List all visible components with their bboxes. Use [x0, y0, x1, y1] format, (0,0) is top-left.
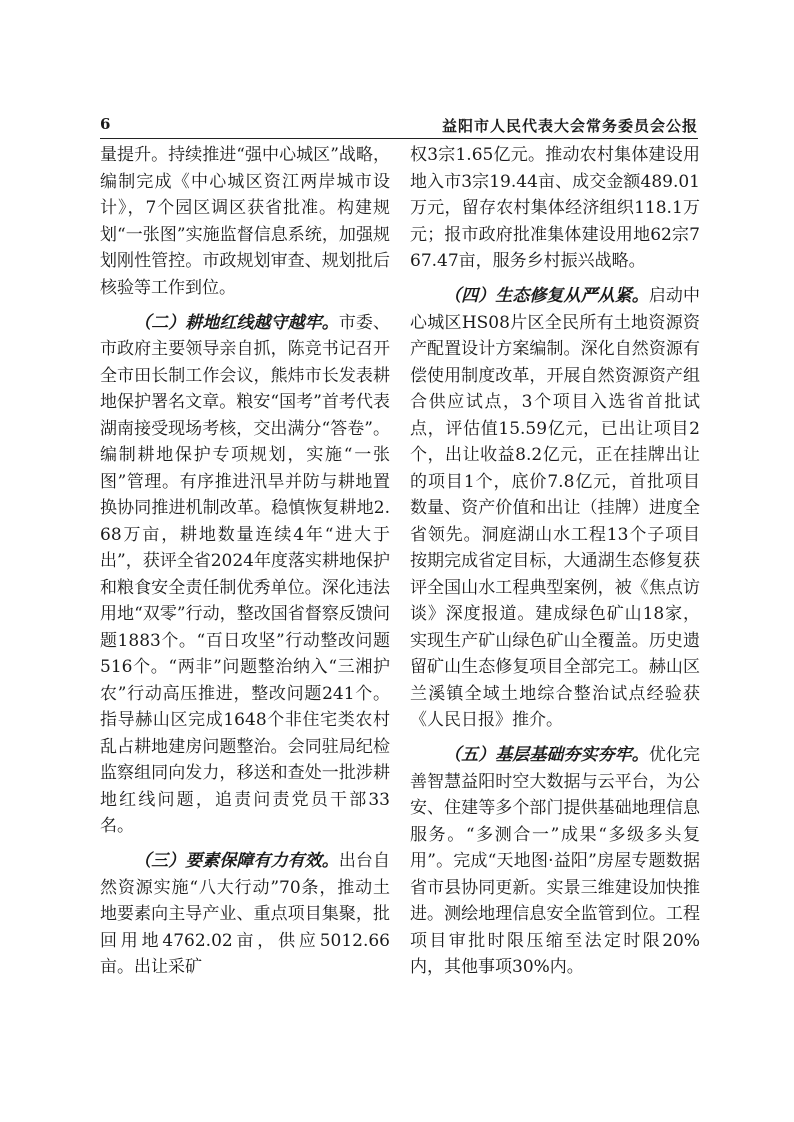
- paragraph-ecological-restoration: [410, 283, 700, 734]
- section-heading-grassroots: （五）基层基础夯实夯牢。: [444, 745, 649, 765]
- paragraph-farmland-protection: [100, 310, 390, 840]
- right-column: [410, 142, 700, 981]
- header-divider: [100, 138, 698, 139]
- left-column: [100, 142, 390, 981]
- paragraph-body: 启动中心城区HS08片区全民所有土地资源资产配置设计方案编制。深化自然资源有偿使用制度改革，开展自然资源资产组合供应试点，3个项目入选省首批试点，评估值15.59亿元，已出让项目2个，出让收益8.2亿元，正在挂牌出让的项目1个，底价7.8亿元，首批项目数量、资产价值和出让（挂牌）进度全省领先。洞庭湖山水工程13个子项目按期完成省定目标，大通湖生态修复获评全国山水工程典型案例，被《焦点访谈》深度报道。建成绿色矿山18家，实现生产矿山绿色矿山全覆盖。历史遗留矿山生态修复项目全部完工。赫山区兰溪镇全域土地综合整治试点经验获《人民日报》推介。: [410, 286, 701, 730]
- page-header: [100, 115, 698, 139]
- page-number: 6: [100, 115, 111, 133]
- paragraph-continued: 量提升。持续推进“强中心城区”战略，编制完成《中心城区资江两岸城市设计》，7个园区调区获省批准。构建规划“一张图”实施监督信息系统，加强规划刚性管控。市政规划审查、规划批后核验等工作到位。: [100, 145, 390, 298]
- paragraph-continued: 权3宗1.65亿元。推动农村集体建设用地入市3宗19.44亩、成交金额489.01万元，留存农村集体经济组织118.1万元；报市政府批准集体建设用地62宗767.47亩，服务乡村振兴战略。: [410, 145, 700, 271]
- paragraph-body: 市委、市政府主要领导亲自抓，陈竞书记召开全市田长制工作会议，熊炜市长发表耕地保护署名文章。粮安“国考”首考代表湖南接受现场考核，交出满分“答卷”。编制耕地保护专项规划，实施“一张图”管理。有序推进汛旱并防与耕地置换协同推进机制改革。稳慎恢复耕地2.68万亩，耕地数量连续4年“进大于出”，获评全省2024年度落实耕地保护和粮食安全责任制优秀单位。深化违法用地“双零”行动，整改国省督察反馈问题1883个。“百日攻坚”行动整改问题516个。“两非”问题整治纳入“三湘护农”行动高压推进，整改问题241个。指导赫山区完成1648个非住宅类农村乱占耕地建房问题整治。会同驻局纪检监察组同向发力，移送和查处一批涉耕地红线问题，追责问责党员干部33名。: [100, 312, 391, 836]
- section-heading-farmland: （二）耕地红线越守越牢。: [134, 312, 339, 333]
- section-heading-factor-guarantee: （三）要素保障有力有效。: [134, 851, 339, 871]
- paragraph-factor-guarantee: [100, 848, 390, 981]
- paragraph-grassroots-foundation: [410, 742, 700, 981]
- paragraph-body: 出台自然资源实施“八大行动”70条，推动土地要素向主导产业、重点项目集聚，批回用地4762.02亩，供应5012.66亩。出让采矿: [100, 851, 391, 977]
- paragraph-body: 优化完善智慧益阳时空大数据与云平台，为公安、住建等多个部门提供基础地理信息服务。“多测合一”成果“多级多头复用”。完成“天地图·益阳”房屋专题数据省市县协同更新。实景三维建设加快推进。测绘地理信息安全监管到位。工程项目审批时限压缩至法定时限20%内，其他事项30%内。: [410, 745, 701, 977]
- section-heading-ecological-restoration: （四）生态修复从严从紧。: [444, 286, 649, 306]
- journal-title: 益阳市人民代表大会常务委员会公报: [441, 117, 698, 135]
